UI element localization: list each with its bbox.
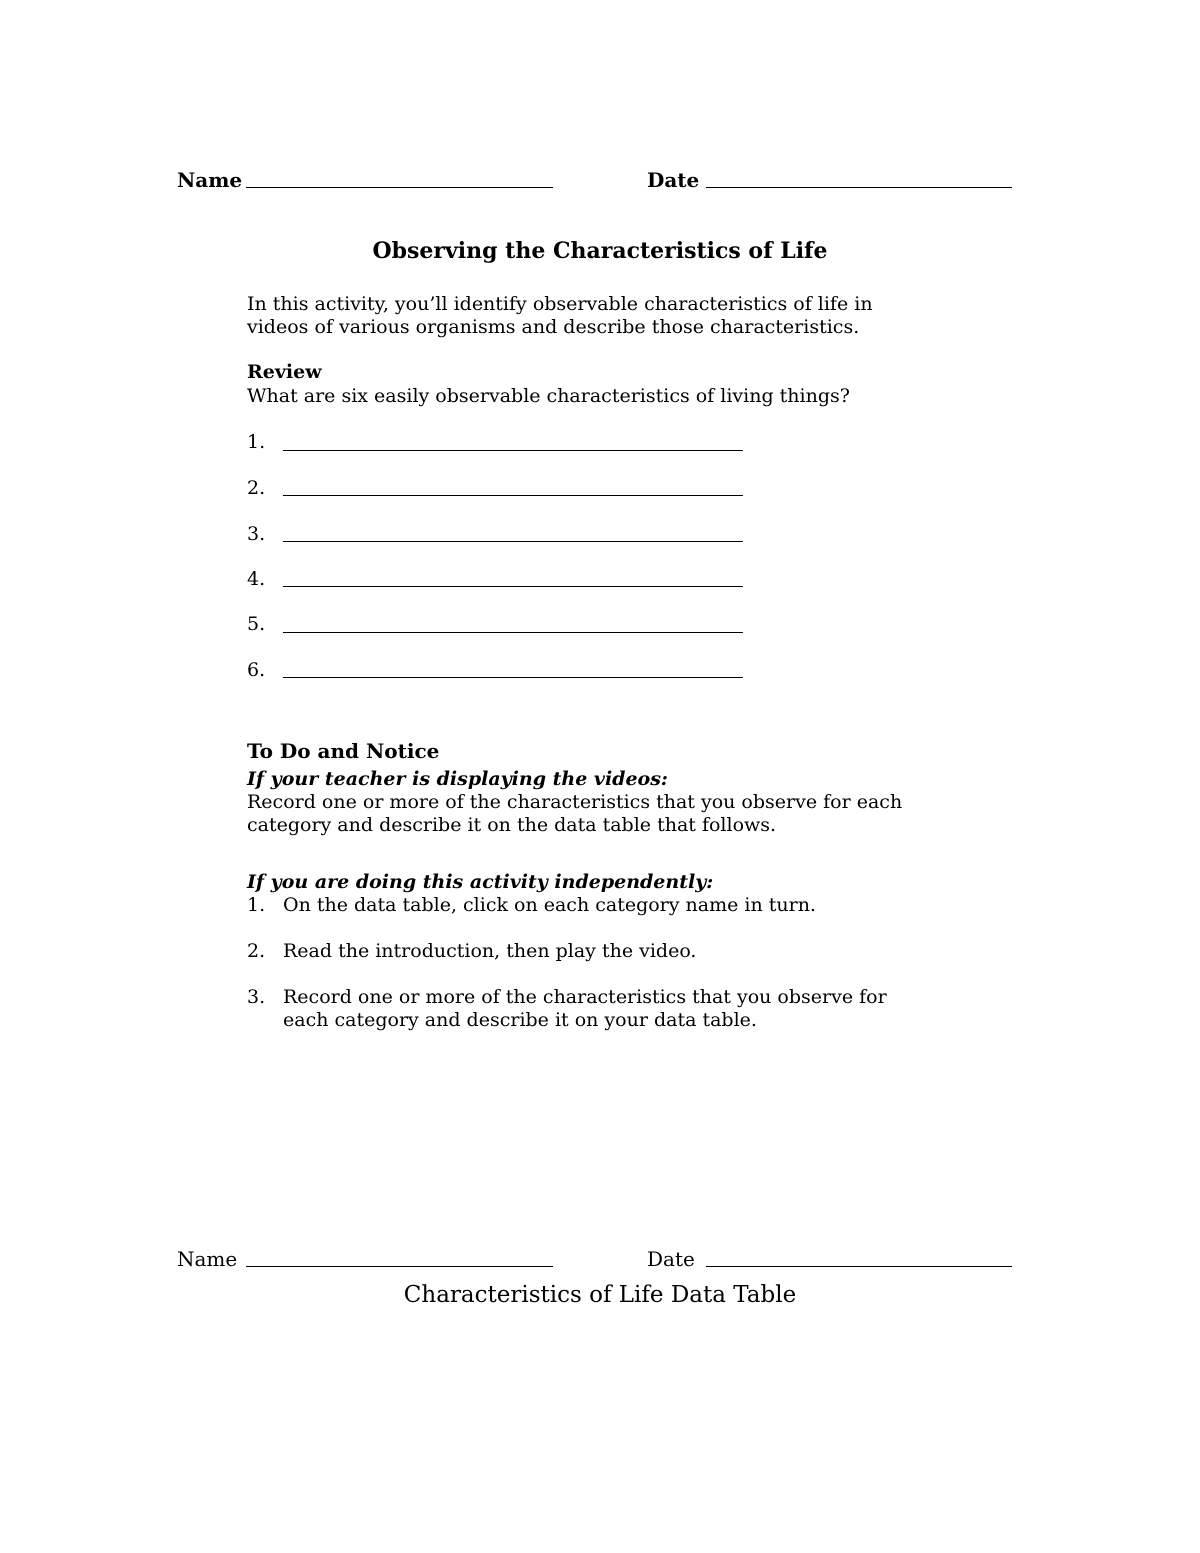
review-question: What are six easily observable characteristics of living things? bbox=[247, 385, 850, 407]
step-number-2: 2. bbox=[247, 940, 266, 962]
name-label: Name bbox=[177, 168, 243, 192]
step-text-3 bbox=[283, 986, 887, 1032]
answer-blank-6[interactable] bbox=[283, 677, 743, 678]
data-table-title: Characteristics of Life Data Table bbox=[403, 1282, 797, 1308]
intro-text bbox=[247, 293, 873, 339]
page-title: Observing the Characteristics of Life bbox=[372, 238, 828, 264]
name-field[interactable] bbox=[246, 187, 553, 188]
intro-line-2: videos of various organisms and describe those characteristics. bbox=[247, 316, 860, 338]
review-heading: Review bbox=[247, 361, 322, 383]
blank-number-3: 3. bbox=[247, 523, 266, 545]
teacher-text-line-1: Record one or more of the characteristics that you observe for each bbox=[247, 791, 903, 813]
step-text-3-line-1: Record one or more of the characteristics that you observe for bbox=[283, 986, 887, 1008]
name-label-2: Name bbox=[177, 1247, 238, 1271]
blank-number-1: 1. bbox=[247, 431, 266, 453]
todo-heading: To Do and Notice bbox=[247, 739, 440, 763]
teacher-text-line-2: category and describe it on the data table that follows. bbox=[247, 814, 777, 836]
blank-number-6: 6. bbox=[247, 659, 266, 681]
date-field[interactable] bbox=[706, 187, 1012, 188]
answer-blank-1[interactable] bbox=[283, 450, 743, 451]
step-text-3-line-2: each category and describe it on your data table. bbox=[283, 1009, 757, 1031]
answer-blank-3[interactable] bbox=[283, 541, 743, 542]
step-number-1: 1. bbox=[247, 894, 266, 916]
name-field-2[interactable] bbox=[246, 1266, 553, 1267]
step-number-3: 3. bbox=[247, 986, 266, 1008]
answer-blank-2[interactable] bbox=[283, 495, 743, 496]
blank-number-5: 5. bbox=[247, 613, 266, 635]
date-label: Date bbox=[647, 168, 700, 192]
date-label-2: Date bbox=[647, 1247, 695, 1271]
step-text-1: On the data table, click on each category name in turn. bbox=[283, 894, 816, 916]
teacher-heading: If your teacher is displaying the videos: bbox=[247, 768, 668, 790]
answer-blank-4[interactable] bbox=[283, 586, 743, 587]
answer-blank-5[interactable] bbox=[283, 632, 743, 633]
blank-number-4: 4. bbox=[247, 568, 266, 590]
teacher-text bbox=[247, 791, 902, 837]
independent-heading: If you are doing this activity independently: bbox=[247, 871, 714, 893]
date-field-2[interactable] bbox=[706, 1266, 1012, 1267]
blank-number-2: 2. bbox=[247, 477, 266, 499]
intro-line-1: In this activity, you’ll identify observable characteristics of life in bbox=[247, 293, 873, 315]
step-text-2: Read the introduction, then play the video. bbox=[283, 940, 697, 962]
